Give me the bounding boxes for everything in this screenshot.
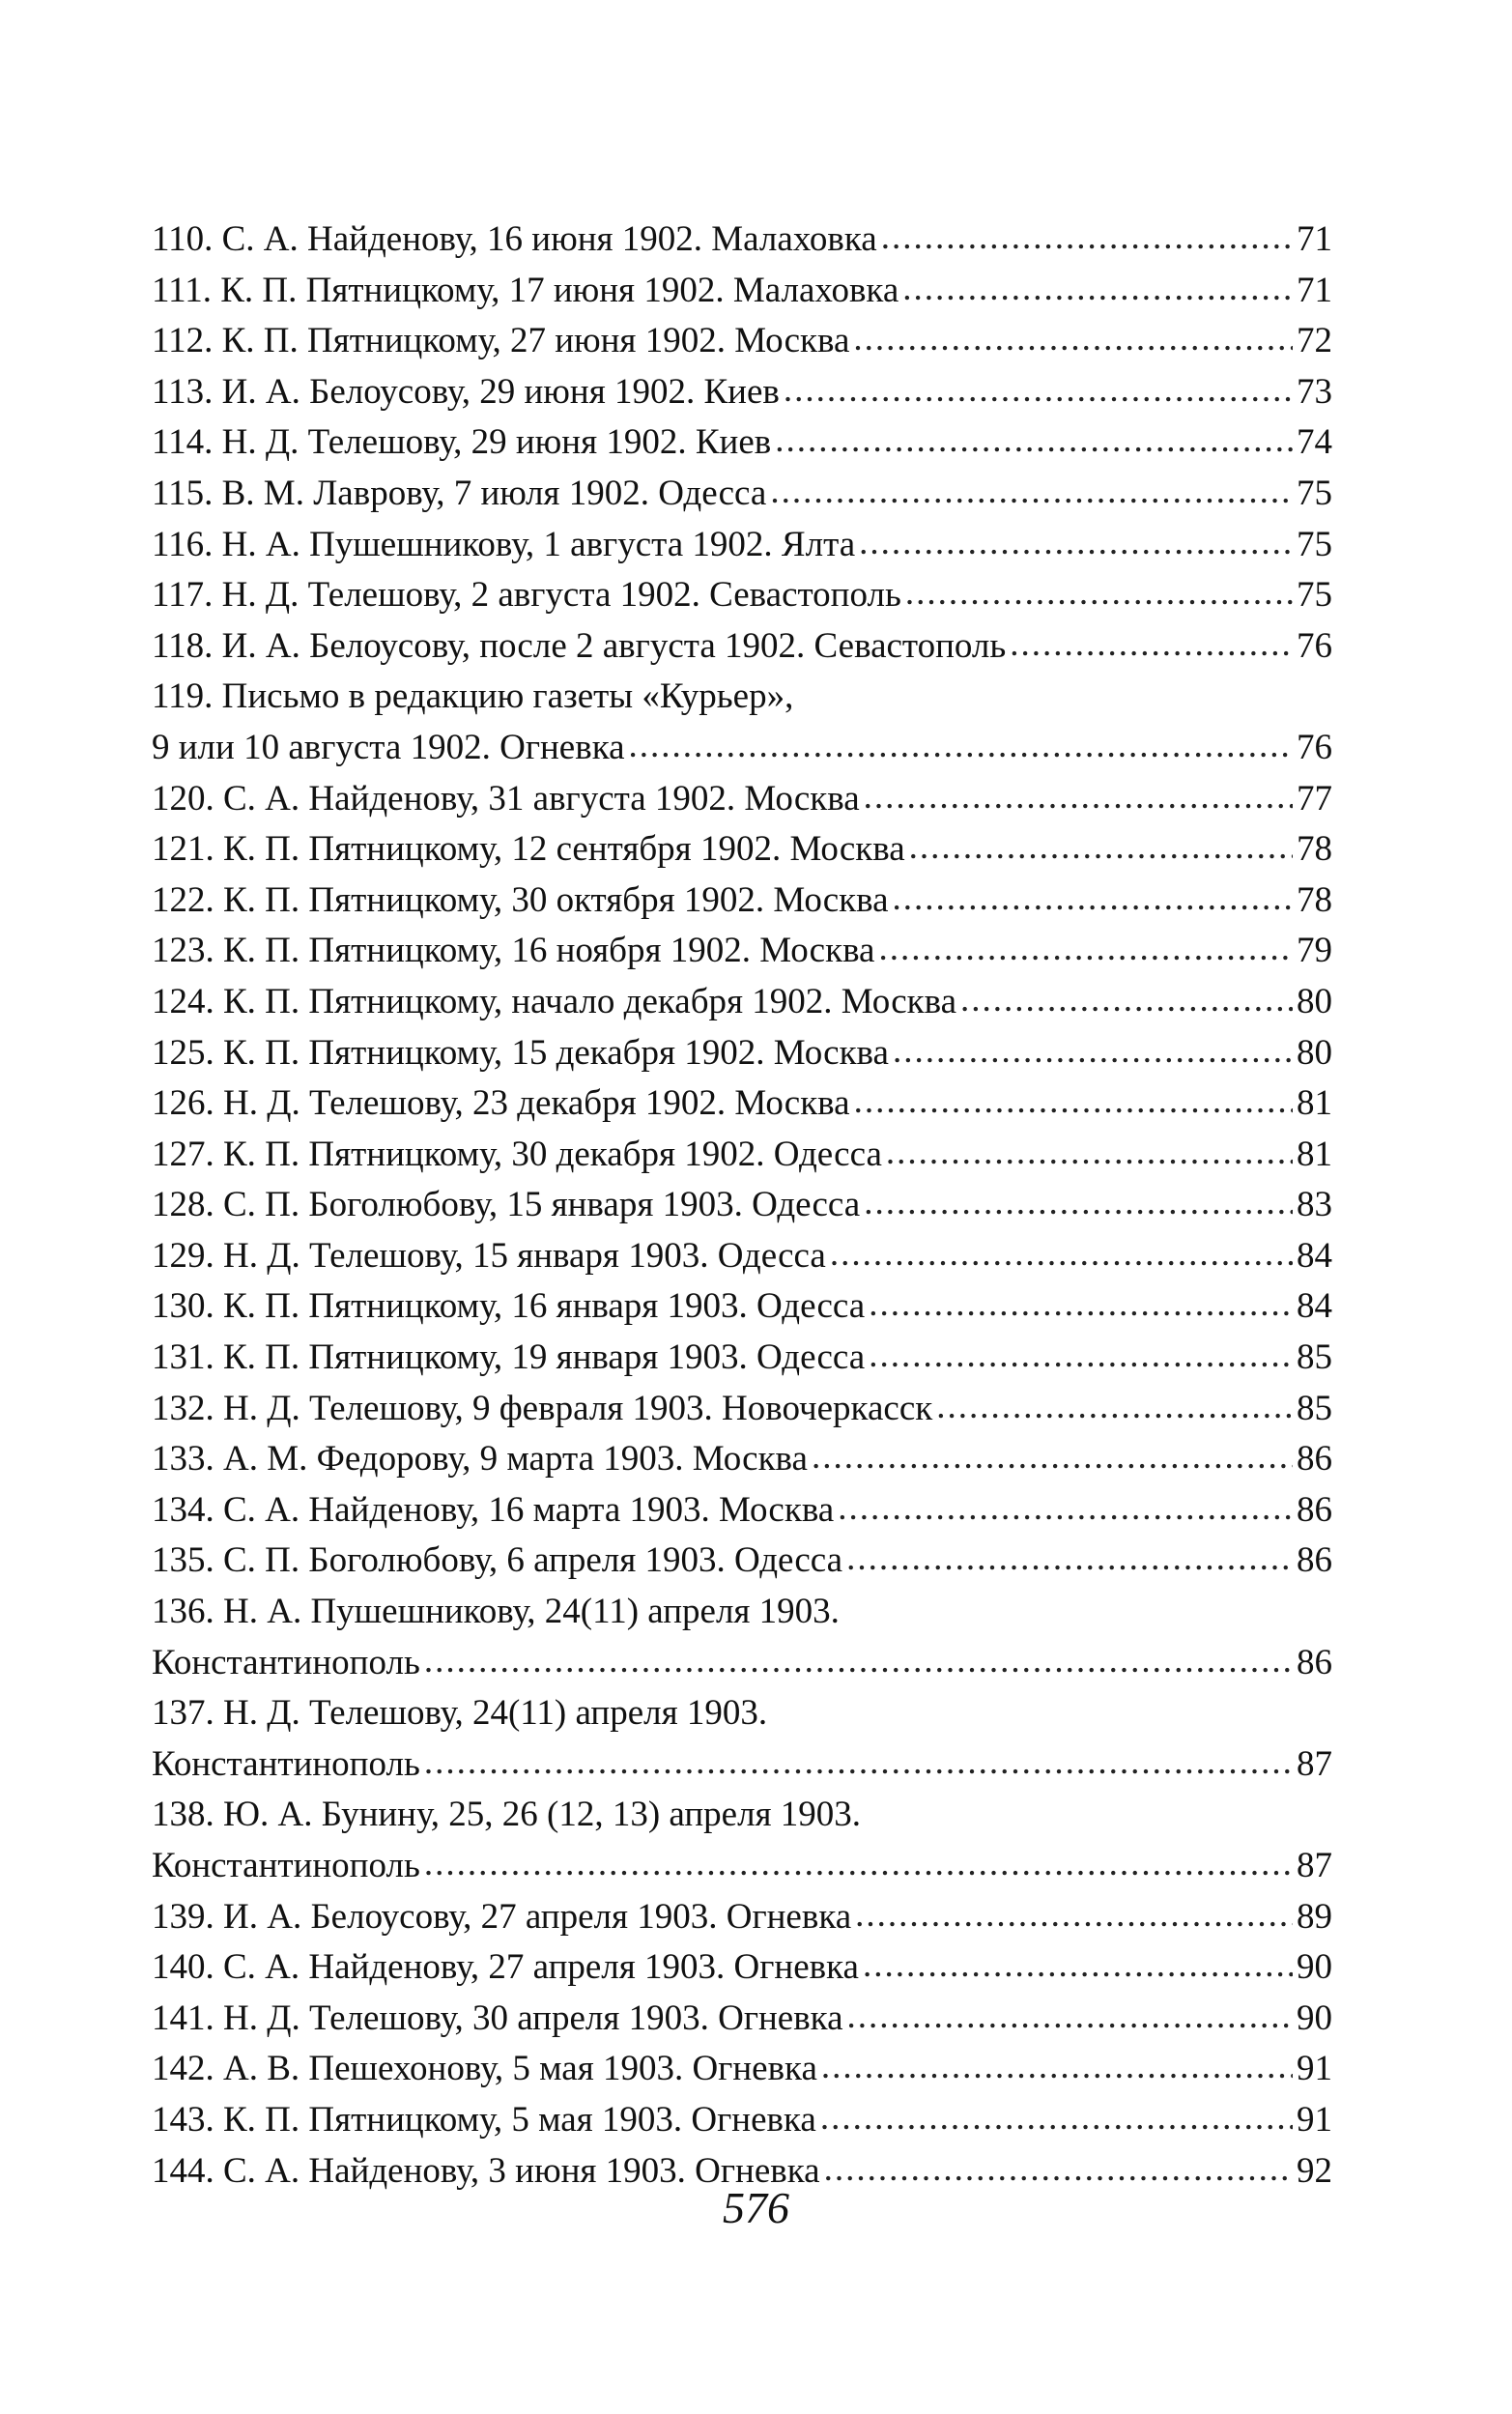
toc-entry-line bbox=[152, 1994, 1332, 2045]
toc-entry-title: 126. Н. Д. Телешову, 23 декабря 1902. Москва bbox=[152, 1083, 850, 1124]
toc-entry bbox=[152, 876, 1332, 927]
toc-entry-page: 86 bbox=[1297, 1489, 1332, 1530]
toc-entry bbox=[152, 1790, 1332, 1891]
dot-leader bbox=[820, 2093, 1293, 2144]
toc-entry-page: 86 bbox=[1297, 1642, 1332, 1682]
toc-entry-title: 124. К. П. Пятницкому, начало декабря 1902. Москва bbox=[152, 981, 957, 1021]
table-of-contents bbox=[152, 215, 1332, 2197]
toc-entry-page: 71 bbox=[1297, 219, 1332, 259]
toc-entry bbox=[152, 1281, 1332, 1333]
toc-entry-title: 127. К. П. Пятницкому, 30 декабря 1902. Одесса bbox=[152, 1134, 882, 1174]
dot-leader bbox=[1010, 619, 1293, 671]
toc-entry bbox=[152, 1994, 1332, 2045]
dot-leader bbox=[847, 1992, 1293, 2043]
toc-entry-title: 114. Н. Д. Телешову, 29 июня 1902. Киев bbox=[152, 422, 772, 463]
toc-entry-line bbox=[152, 1078, 1332, 1130]
toc-entry-title: 125. К. П. Пятницкому, 15 декабря 1902. Москва bbox=[152, 1032, 889, 1073]
toc-entry bbox=[152, 1892, 1332, 1943]
toc-entry-title: 140. С. А. Найденову, 27 апреля 1903. Огневка bbox=[152, 1947, 859, 1988]
toc-entry-page: 84 bbox=[1297, 1235, 1332, 1276]
dot-leader bbox=[864, 772, 1293, 823]
toc-entry-title: 117. Н. Д. Телешову, 2 августа 1902. Севастополь bbox=[152, 575, 901, 616]
toc-entry bbox=[152, 1333, 1332, 1384]
toc-entry-title: 135. С. П. Боголюбову, 6 апреля 1903. Одесса bbox=[152, 1540, 843, 1581]
toc-entry bbox=[152, 1180, 1332, 1231]
dot-leader bbox=[909, 822, 1293, 874]
toc-entry-line bbox=[152, 1587, 1332, 1638]
toc-entry-title: 141. Н. Д. Телешову, 30 апреля 1903. Огневка bbox=[152, 1997, 843, 2038]
toc-entry-line bbox=[152, 926, 1332, 977]
toc-entry bbox=[152, 520, 1332, 571]
toc-entry-line bbox=[152, 621, 1332, 673]
toc-entry-page: 91 bbox=[1297, 2099, 1332, 2140]
toc-entry-line bbox=[152, 469, 1332, 520]
toc-entry-page: 81 bbox=[1297, 1083, 1332, 1124]
toc-entry-line bbox=[152, 266, 1332, 317]
dot-leader bbox=[859, 518, 1293, 569]
toc-entry-title: 123. К. П. Пятницкому, 16 ноября 1902. Москва bbox=[152, 931, 875, 971]
dot-leader bbox=[854, 1077, 1293, 1128]
toc-entry-page: 76 bbox=[1297, 727, 1332, 767]
toc-entry-page: 85 bbox=[1297, 1388, 1332, 1428]
toc-entry-line bbox=[152, 1638, 1332, 1689]
toc-entry-page: 86 bbox=[1297, 1540, 1332, 1581]
toc-entry-line bbox=[152, 1130, 1332, 1181]
dot-leader bbox=[853, 314, 1293, 365]
toc-entry-page: 92 bbox=[1297, 2150, 1332, 2191]
toc-entry-page: 81 bbox=[1297, 1134, 1332, 1174]
dot-leader bbox=[960, 975, 1293, 1026]
toc-entry-page: 85 bbox=[1297, 1337, 1332, 1378]
toc-entry bbox=[152, 266, 1332, 317]
toc-entry-page: 89 bbox=[1297, 1896, 1332, 1937]
toc-entry-line bbox=[152, 1739, 1332, 1791]
toc-entry-line bbox=[152, 520, 1332, 571]
toc-entry-line bbox=[152, 1028, 1332, 1079]
toc-entry-page: 75 bbox=[1297, 575, 1332, 616]
toc-entry-title: Константинополь bbox=[152, 1846, 420, 1885]
dot-leader bbox=[770, 467, 1293, 518]
toc-entry-title: 112. К. П. Пятницкому, 27 июня 1902. Москва bbox=[152, 321, 850, 361]
toc-entry-page: 75 bbox=[1297, 473, 1332, 513]
dot-leader bbox=[936, 1382, 1293, 1433]
toc-entry bbox=[152, 417, 1332, 469]
toc-entry-page: 83 bbox=[1297, 1185, 1332, 1225]
toc-entry-line bbox=[152, 723, 1332, 774]
toc-entry-title: 121. К. П. Пятницкому, 12 сентября 1902. Москва bbox=[152, 829, 905, 870]
toc-entry-title: 136. Н. А. Пушешникову, 24(11) апреля 1903. bbox=[152, 1592, 840, 1632]
toc-entry-page: 74 bbox=[1297, 422, 1332, 463]
toc-entry-page: 77 bbox=[1297, 778, 1332, 819]
toc-entry-line bbox=[152, 1281, 1332, 1333]
toc-entry-title: 132. Н. Д. Телешову, 9 февраля 1903. Новочеркасск bbox=[152, 1388, 933, 1428]
dot-leader bbox=[864, 1178, 1293, 1229]
toc-entry-line bbox=[152, 1688, 1332, 1739]
toc-entry-line bbox=[152, 417, 1332, 469]
toc-entry-line bbox=[152, 1892, 1332, 1943]
toc-entry bbox=[152, 1130, 1332, 1181]
toc-entry-line bbox=[152, 215, 1332, 266]
dot-leader bbox=[821, 2042, 1293, 2093]
dot-leader bbox=[855, 1890, 1293, 1941]
toc-entry-line bbox=[152, 1384, 1332, 1435]
toc-entry-page: 86 bbox=[1297, 1439, 1332, 1480]
toc-entry-line bbox=[152, 2044, 1332, 2095]
toc-entry bbox=[152, 2095, 1332, 2146]
dot-leader bbox=[863, 1940, 1293, 1992]
toc-entry-line bbox=[152, 1485, 1332, 1537]
toc-entry-page: 72 bbox=[1297, 321, 1332, 361]
toc-entry bbox=[152, 1028, 1332, 1079]
toc-entry-title: 144. С. А. Найденову, 3 июня 1903. Огневка bbox=[152, 2150, 820, 2191]
toc-entry-line bbox=[152, 672, 1332, 723]
toc-entry bbox=[152, 1485, 1332, 1537]
toc-entry-line bbox=[152, 1841, 1332, 1892]
dot-leader bbox=[846, 1534, 1293, 1585]
toc-entry-title: 139. И. А. Белоусову, 27 апреля 1903. Огневка bbox=[152, 1896, 852, 1937]
dot-leader bbox=[893, 874, 1293, 925]
toc-entry bbox=[152, 2044, 1332, 2095]
dot-leader bbox=[424, 1839, 1293, 1890]
toc-entry-page: 79 bbox=[1297, 931, 1332, 971]
toc-entry-title: 110. С. А. Найденову, 16 июня 1902. Малаховка bbox=[152, 219, 877, 259]
toc-entry-page: 90 bbox=[1297, 1947, 1332, 1988]
dot-leader bbox=[881, 213, 1293, 264]
toc-entry-page: 91 bbox=[1297, 2049, 1332, 2089]
toc-entry-line bbox=[152, 824, 1332, 876]
dot-leader bbox=[424, 1636, 1293, 1687]
toc-entry-title: 131. К. П. Пятницкому, 19 января 1903. Одесса bbox=[152, 1337, 866, 1378]
toc-entry-title: 119. Письмо в редакцию газеты «Курьер», bbox=[152, 676, 794, 717]
toc-entry-page: 90 bbox=[1297, 1997, 1332, 2038]
dot-leader bbox=[902, 264, 1293, 315]
toc-entry bbox=[152, 1231, 1332, 1282]
toc-entry bbox=[152, 469, 1332, 520]
toc-entry bbox=[152, 926, 1332, 977]
toc-entry bbox=[152, 215, 1332, 266]
toc-entry bbox=[152, 1434, 1332, 1485]
toc-entry-title: 129. Н. Д. Телешову, 15 января 1903. Одесса bbox=[152, 1235, 826, 1276]
toc-entry-line bbox=[152, 1942, 1332, 1994]
dot-leader bbox=[784, 365, 1293, 417]
dot-leader bbox=[869, 1279, 1293, 1331]
dot-leader bbox=[830, 1229, 1293, 1280]
toc-entry-title: Константинополь bbox=[152, 1743, 420, 1784]
toc-entry-line bbox=[152, 1180, 1332, 1231]
toc-entry bbox=[152, 1688, 1332, 1790]
toc-entry-page: 80 bbox=[1297, 981, 1332, 1021]
toc-entry-line bbox=[152, 1231, 1332, 1282]
toc-entry bbox=[152, 1078, 1332, 1130]
dot-leader bbox=[869, 1331, 1293, 1382]
toc-entry-line bbox=[152, 570, 1332, 621]
toc-entry-title: 115. В. М. Лаврову, 7 июля 1902. Одесса bbox=[152, 473, 767, 513]
toc-entry-line bbox=[152, 367, 1332, 418]
toc-entry-line bbox=[152, 1333, 1332, 1384]
toc-entry bbox=[152, 1536, 1332, 1587]
toc-entry-title: 111. К. П. Пятницкому, 17 июня 1902. Малаховка bbox=[152, 270, 899, 310]
toc-entry-title: 130. К. П. Пятницкому, 16 января 1903. Одесса bbox=[152, 1286, 866, 1327]
toc-entry-page: 84 bbox=[1297, 1286, 1332, 1327]
toc-entry bbox=[152, 977, 1332, 1028]
toc-entry-page: 80 bbox=[1297, 1032, 1332, 1073]
toc-entry-title: 118. И. А. Белоусову, после 2 августа 1902. Севастополь bbox=[152, 625, 1007, 666]
dot-leader bbox=[886, 1128, 1293, 1179]
toc-entry bbox=[152, 1942, 1332, 1994]
toc-entry-page: 71 bbox=[1297, 270, 1332, 310]
toc-entry-page: 75 bbox=[1297, 524, 1332, 564]
toc-entry-title: 116. Н. А. Пушешникову, 1 августа 1902. Ялта bbox=[152, 524, 856, 564]
toc-entry-page: 76 bbox=[1297, 625, 1332, 666]
toc-entry-title: 142. А. В. Пешехонову, 5 мая 1903. Огневка bbox=[152, 2049, 817, 2089]
page-number: 576 bbox=[723, 2183, 789, 2232]
dot-leader bbox=[905, 568, 1293, 619]
toc-entry bbox=[152, 367, 1332, 418]
toc-entry-title: 143. К. П. Пятницкому, 5 мая 1903. Огневка bbox=[152, 2099, 816, 2140]
toc-entry-title: 128. С. П. Боголюбову, 15 января 1903. Одесса bbox=[152, 1185, 861, 1225]
toc-entry-title: 137. Н. Д. Телешову, 24(11) апреля 1903. bbox=[152, 1693, 768, 1734]
dot-leader bbox=[893, 1026, 1293, 1078]
toc-entry-line bbox=[152, 1434, 1332, 1485]
toc-entry-page: 78 bbox=[1297, 879, 1332, 920]
toc-entry-page: 87 bbox=[1297, 1846, 1332, 1885]
toc-entry-page: 73 bbox=[1297, 371, 1332, 412]
toc-entry bbox=[152, 570, 1332, 621]
toc-entry-title: 113. И. А. Белоусову, 29 июня 1902. Киев bbox=[152, 371, 780, 412]
dot-leader bbox=[775, 416, 1293, 467]
toc-entry-page: 78 bbox=[1297, 829, 1332, 870]
toc-entry-page: 87 bbox=[1297, 1743, 1332, 1784]
toc-entry bbox=[152, 824, 1332, 876]
toc-entry-line bbox=[152, 977, 1332, 1028]
toc-entry bbox=[152, 1384, 1332, 1435]
toc-entry bbox=[152, 621, 1332, 673]
dot-leader bbox=[812, 1432, 1293, 1483]
dot-leader bbox=[424, 1738, 1293, 1789]
toc-entry-line bbox=[152, 2095, 1332, 2146]
toc-entry bbox=[152, 774, 1332, 825]
dot-leader bbox=[838, 1483, 1293, 1535]
dot-leader bbox=[629, 721, 1293, 772]
toc-entry bbox=[152, 672, 1332, 773]
toc-entry-line bbox=[152, 1790, 1332, 1841]
toc-entry bbox=[152, 316, 1332, 367]
toc-entry-title: 134. С. А. Найденову, 16 марта 1903. Москва bbox=[152, 1489, 835, 1530]
toc-entry-line bbox=[152, 316, 1332, 367]
toc-entry-title: 9 или 10 августа 1902. Огневка bbox=[152, 727, 625, 767]
toc-entry-line bbox=[152, 1536, 1332, 1587]
toc-entry-title: 122. К. П. Пятницкому, 30 октября 1902. Москва bbox=[152, 879, 889, 920]
toc-entry-title: 120. С. А. Найденову, 31 августа 1902. Москва bbox=[152, 778, 860, 819]
toc-entry-line bbox=[152, 774, 1332, 825]
dot-leader bbox=[878, 924, 1293, 975]
toc-entry-title: Константинополь bbox=[152, 1642, 420, 1682]
toc-entry bbox=[152, 1587, 1332, 1688]
toc-entry-title: 138. Ю. А. Бунину, 25, 26 (12, 13) апреля 1903. bbox=[152, 1795, 862, 1835]
toc-entry-title: 133. А. М. Федорову, 9 марта 1903. Москва bbox=[152, 1439, 808, 1480]
toc-entry-line bbox=[152, 876, 1332, 927]
